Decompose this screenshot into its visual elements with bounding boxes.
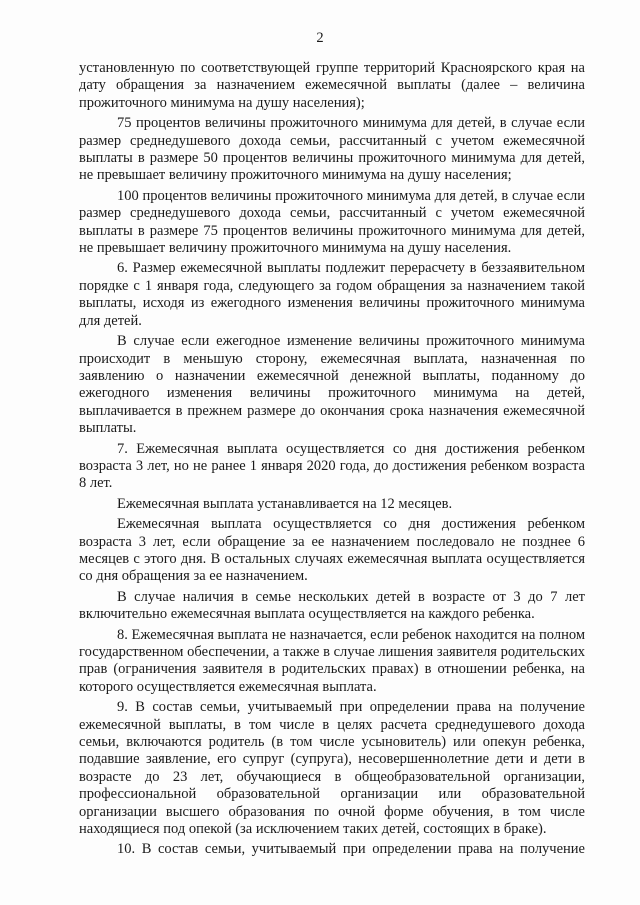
paragraph: Ежемесячная выплата осуществляется со дня достижения ребенком возраста 3 лет, если обращение за ее назначением последовало не позднее 6 месяцев с этого дня. В остальных случаях ежемесячная выплата осуществляется со дня обращения за ее назначением. — [79, 516, 585, 585]
paragraph: 8. Ежемесячная выплата не назначается, если ребенок находится на полном государственном обеспечении, а также в случае лишения заявителя родительских прав (ограничения заявителя в родительских правах) в отношении ребенка, на которого осуществляется ежемесячная выплата. — [79, 626, 585, 695]
paragraph: 6. Размер ежемесячной выплаты подлежит перерасчету в беззаявительном порядке с 1 января года, следующего за годом обращения за назначением такой выплаты, исходя из ежегодного изменения величины прожиточного минимума для детей. — [79, 260, 585, 329]
paragraph: В случае наличия в семье нескольких детей в возрасте от 3 до 7 лет включительно ежемесячная выплата осуществляется на каждого ребенка. — [79, 588, 585, 623]
paragraph: 10. В состав семьи, учитываемый при определении права на получение — [117, 841, 585, 858]
paragraph: 7. Ежемесячная выплата осуществляется со дня достижения ребенком возраста 3 лет, но не ранее 1 января 2020 года, до достижения ребенком возраста 8 лет. — [79, 440, 585, 492]
paragraph: В случае если ежегодное изменение величины прожиточного минимума происходит в меньшую сторону, ежемесячная выплата, назначенная по заявлению о назначении ежемесячной денежной выплаты, поданному до ежегодного изменения величины прожиточного минимума на детей, выплачивается в прежнем размере до окончания срока назначения ежемесячной выплаты. — [79, 333, 585, 437]
document-body — [79, 60, 585, 862]
paragraph: 9. В состав семьи, учитываемый при определении права на получение ежемесячной выплаты, в том числе в целях расчета среднедушевого дохода семьи, включаются родитель (в том числе усыновитель) или опекун ребенка, подавшие заявление, его супруг (супруга), несовершеннолетние дети и дети в возрасте до 23 лет, обучающиеся в общеобразовательной организации, профессиональной образовательной организации или образовательной организации высшего образования по очной форме обучения, в том числе находящиеся под опекой (за исключением таких детей, состоящих в браке). — [79, 699, 585, 838]
paragraph: 100 процентов величины прожиточного минимума для детей, в случае если размер среднедушевого дохода семьи, рассчитанный с учетом ежемесячной выплаты в размере 75 процентов величины прожиточного минимума для детей, не превышает величину прожиточного минимума на душу населения. — [79, 187, 585, 257]
paragraph: Ежемесячная выплата устанавливается на 12 месяцев. — [117, 495, 453, 512]
paragraph: 75 процентов величины прожиточного минимума для детей, в случае если размер среднедушевого дохода семьи, рассчитанный с учетом ежемесячной выплаты в размере 50 процентов величины прожиточного минимума для детей, не превышает величину прожиточного минимума на душу населения; — [79, 115, 585, 184]
page-number: 2 — [316, 30, 324, 46]
paragraph: установленную по соответствующей группе территорий Красноярского края на дату обращения за назначением ежемесячной выплаты (далее – величина прожиточного минимума на душу населения); — [79, 60, 585, 111]
